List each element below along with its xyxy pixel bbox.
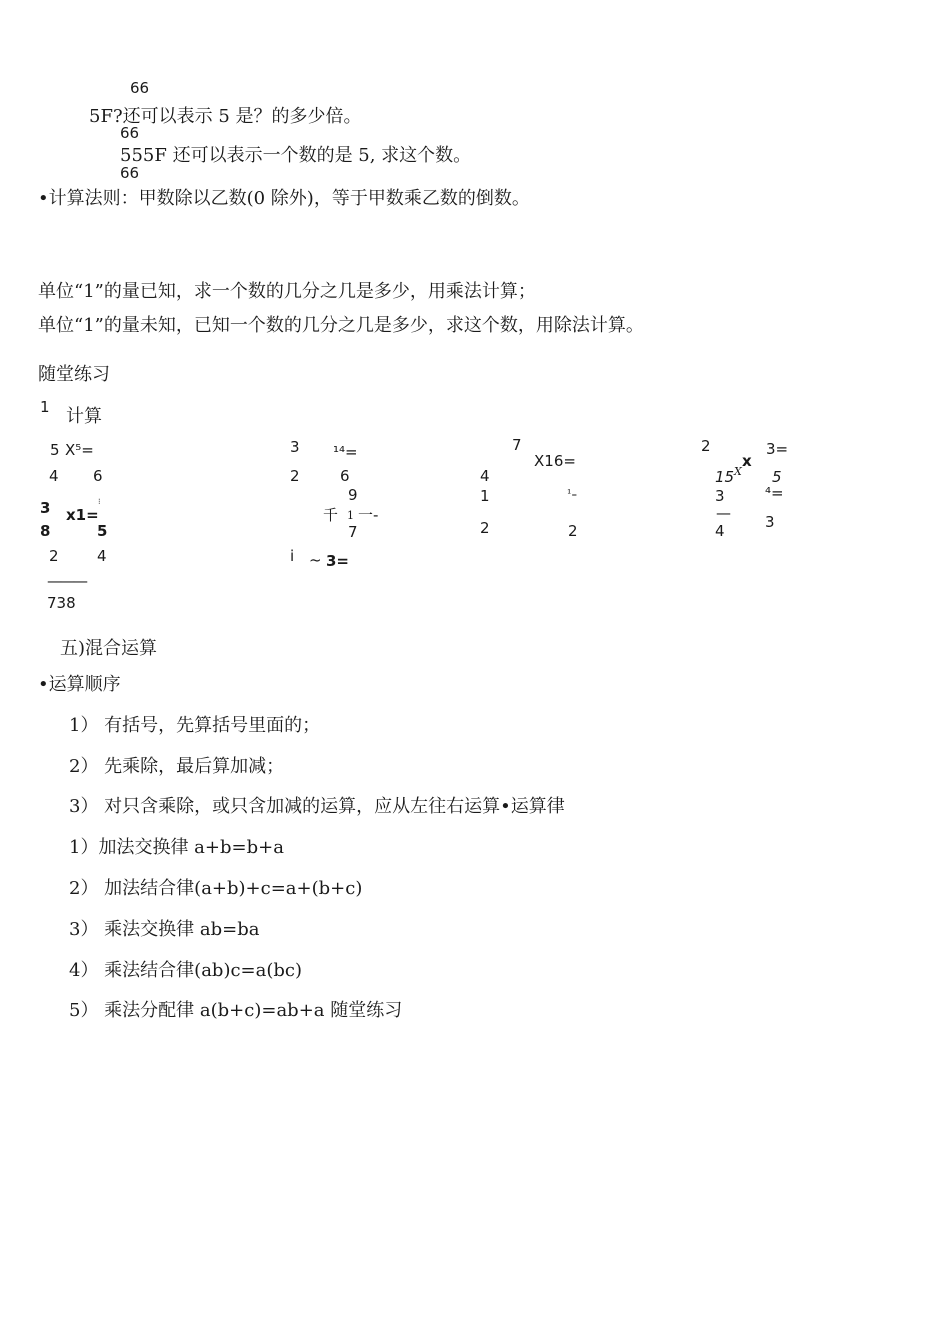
- exercise-token: X⁵=: [65, 441, 94, 459]
- order-item: 2） 先乘除，最后算加减；: [69, 756, 285, 777]
- exercise-token: 738: [47, 594, 76, 612]
- exercise-token: X: [734, 465, 742, 478]
- exercise-token: 2: [701, 437, 711, 455]
- exercise-token: i: [290, 547, 295, 565]
- exercise-token: 1: [347, 509, 354, 522]
- exercise-token: 6: [93, 467, 103, 485]
- exercise-token: 15: [715, 468, 735, 486]
- law-item: 2） 加法结合律(a+b)+c=a+(b+c): [69, 878, 363, 899]
- exercise-token: 3: [715, 487, 725, 505]
- question-number: 1: [40, 398, 50, 416]
- exercise-token: 一-: [358, 506, 379, 524]
- exercise-token: ⁴=: [765, 484, 784, 502]
- exercise-token: 1: [480, 487, 490, 505]
- exercise-token: 5: [772, 468, 782, 486]
- exercise-token: 5: [50, 441, 60, 459]
- exercise-token: 4: [97, 547, 107, 565]
- exercise-token: 2: [49, 547, 59, 565]
- exercise-token: 3: [40, 499, 51, 517]
- fraction-number: 66: [120, 164, 140, 182]
- text-line: 5F?还可以表示 5 是？的多少倍。: [89, 106, 362, 127]
- exercise-token: 2: [480, 519, 490, 537]
- exercise-token: 9: [348, 486, 358, 504]
- exercise-token: X16=: [534, 452, 576, 470]
- exercise-token: ~: [309, 551, 322, 569]
- exercise-token: ⁝: [98, 497, 101, 506]
- law-item: 4） 乘法结合律(ab)c=a(bc): [69, 960, 303, 981]
- exercise-token: 5: [97, 522, 108, 540]
- law-item: 5） 乘法分配律 a(b+c)=ab+a 随堂练习: [69, 1000, 403, 1021]
- practice-heading: 随堂练习: [38, 364, 110, 385]
- exercise-token: x: [742, 452, 752, 470]
- law-item: 3） 乘法交换律 ab=ba: [69, 919, 260, 940]
- exercise-token: 4: [480, 467, 490, 485]
- exercise-token: 8: [40, 522, 51, 540]
- exercise-token: ———: [47, 572, 86, 590]
- exercise-token: 千: [323, 506, 339, 524]
- exercise-token: 3: [290, 438, 300, 456]
- exercise-token: ¹₌: [567, 487, 578, 500]
- law-item: 1）加法交换律 a+b=b+a: [69, 837, 284, 858]
- order-heading: •运算顺序: [38, 674, 121, 695]
- order-item: 1） 有括号，先算括号里面的；: [69, 715, 321, 736]
- text-line: 555F 还可以表示一个数的是 5, 求这个数。: [120, 145, 472, 166]
- unit-rule-unknown: 单位“1”的量未知，已知一个数的几分之几是多少，求这个数，用除法计算。: [38, 315, 644, 336]
- fraction-number: 66: [130, 79, 150, 97]
- order-item: 3） 对只含乘除，或只含加减的运算，应从左往右运算•运算律: [69, 796, 565, 817]
- exercise-token: ¹⁴=: [333, 443, 358, 461]
- exercise-token: 7: [512, 436, 522, 454]
- exercise-token: 3=: [766, 440, 789, 458]
- section-title: 五)混合运算: [60, 638, 158, 659]
- exercise-token: 6: [340, 467, 350, 485]
- fraction-number: 66: [120, 124, 140, 142]
- exercise-token: —: [716, 504, 733, 522]
- exercise-token: 3=: [326, 552, 350, 570]
- exercise-token: 4: [49, 467, 59, 485]
- exercise-token: 3: [765, 513, 775, 531]
- unit-rule-known: 单位“1”的量已知，求一个数的几分之几是多少，用乘法计算；: [38, 281, 536, 302]
- exercise-token: 2: [290, 467, 300, 485]
- question-title: 计算: [66, 406, 102, 427]
- exercise-token: 2: [568, 522, 578, 540]
- exercise-token: 7: [348, 523, 358, 541]
- calculation-rule: •计算法则：甲数除以乙数(0 除外)，等于甲数乘乙数的倒数。: [38, 188, 530, 209]
- exercise-token: x1=: [66, 506, 99, 524]
- exercise-token: 4: [715, 522, 725, 540]
